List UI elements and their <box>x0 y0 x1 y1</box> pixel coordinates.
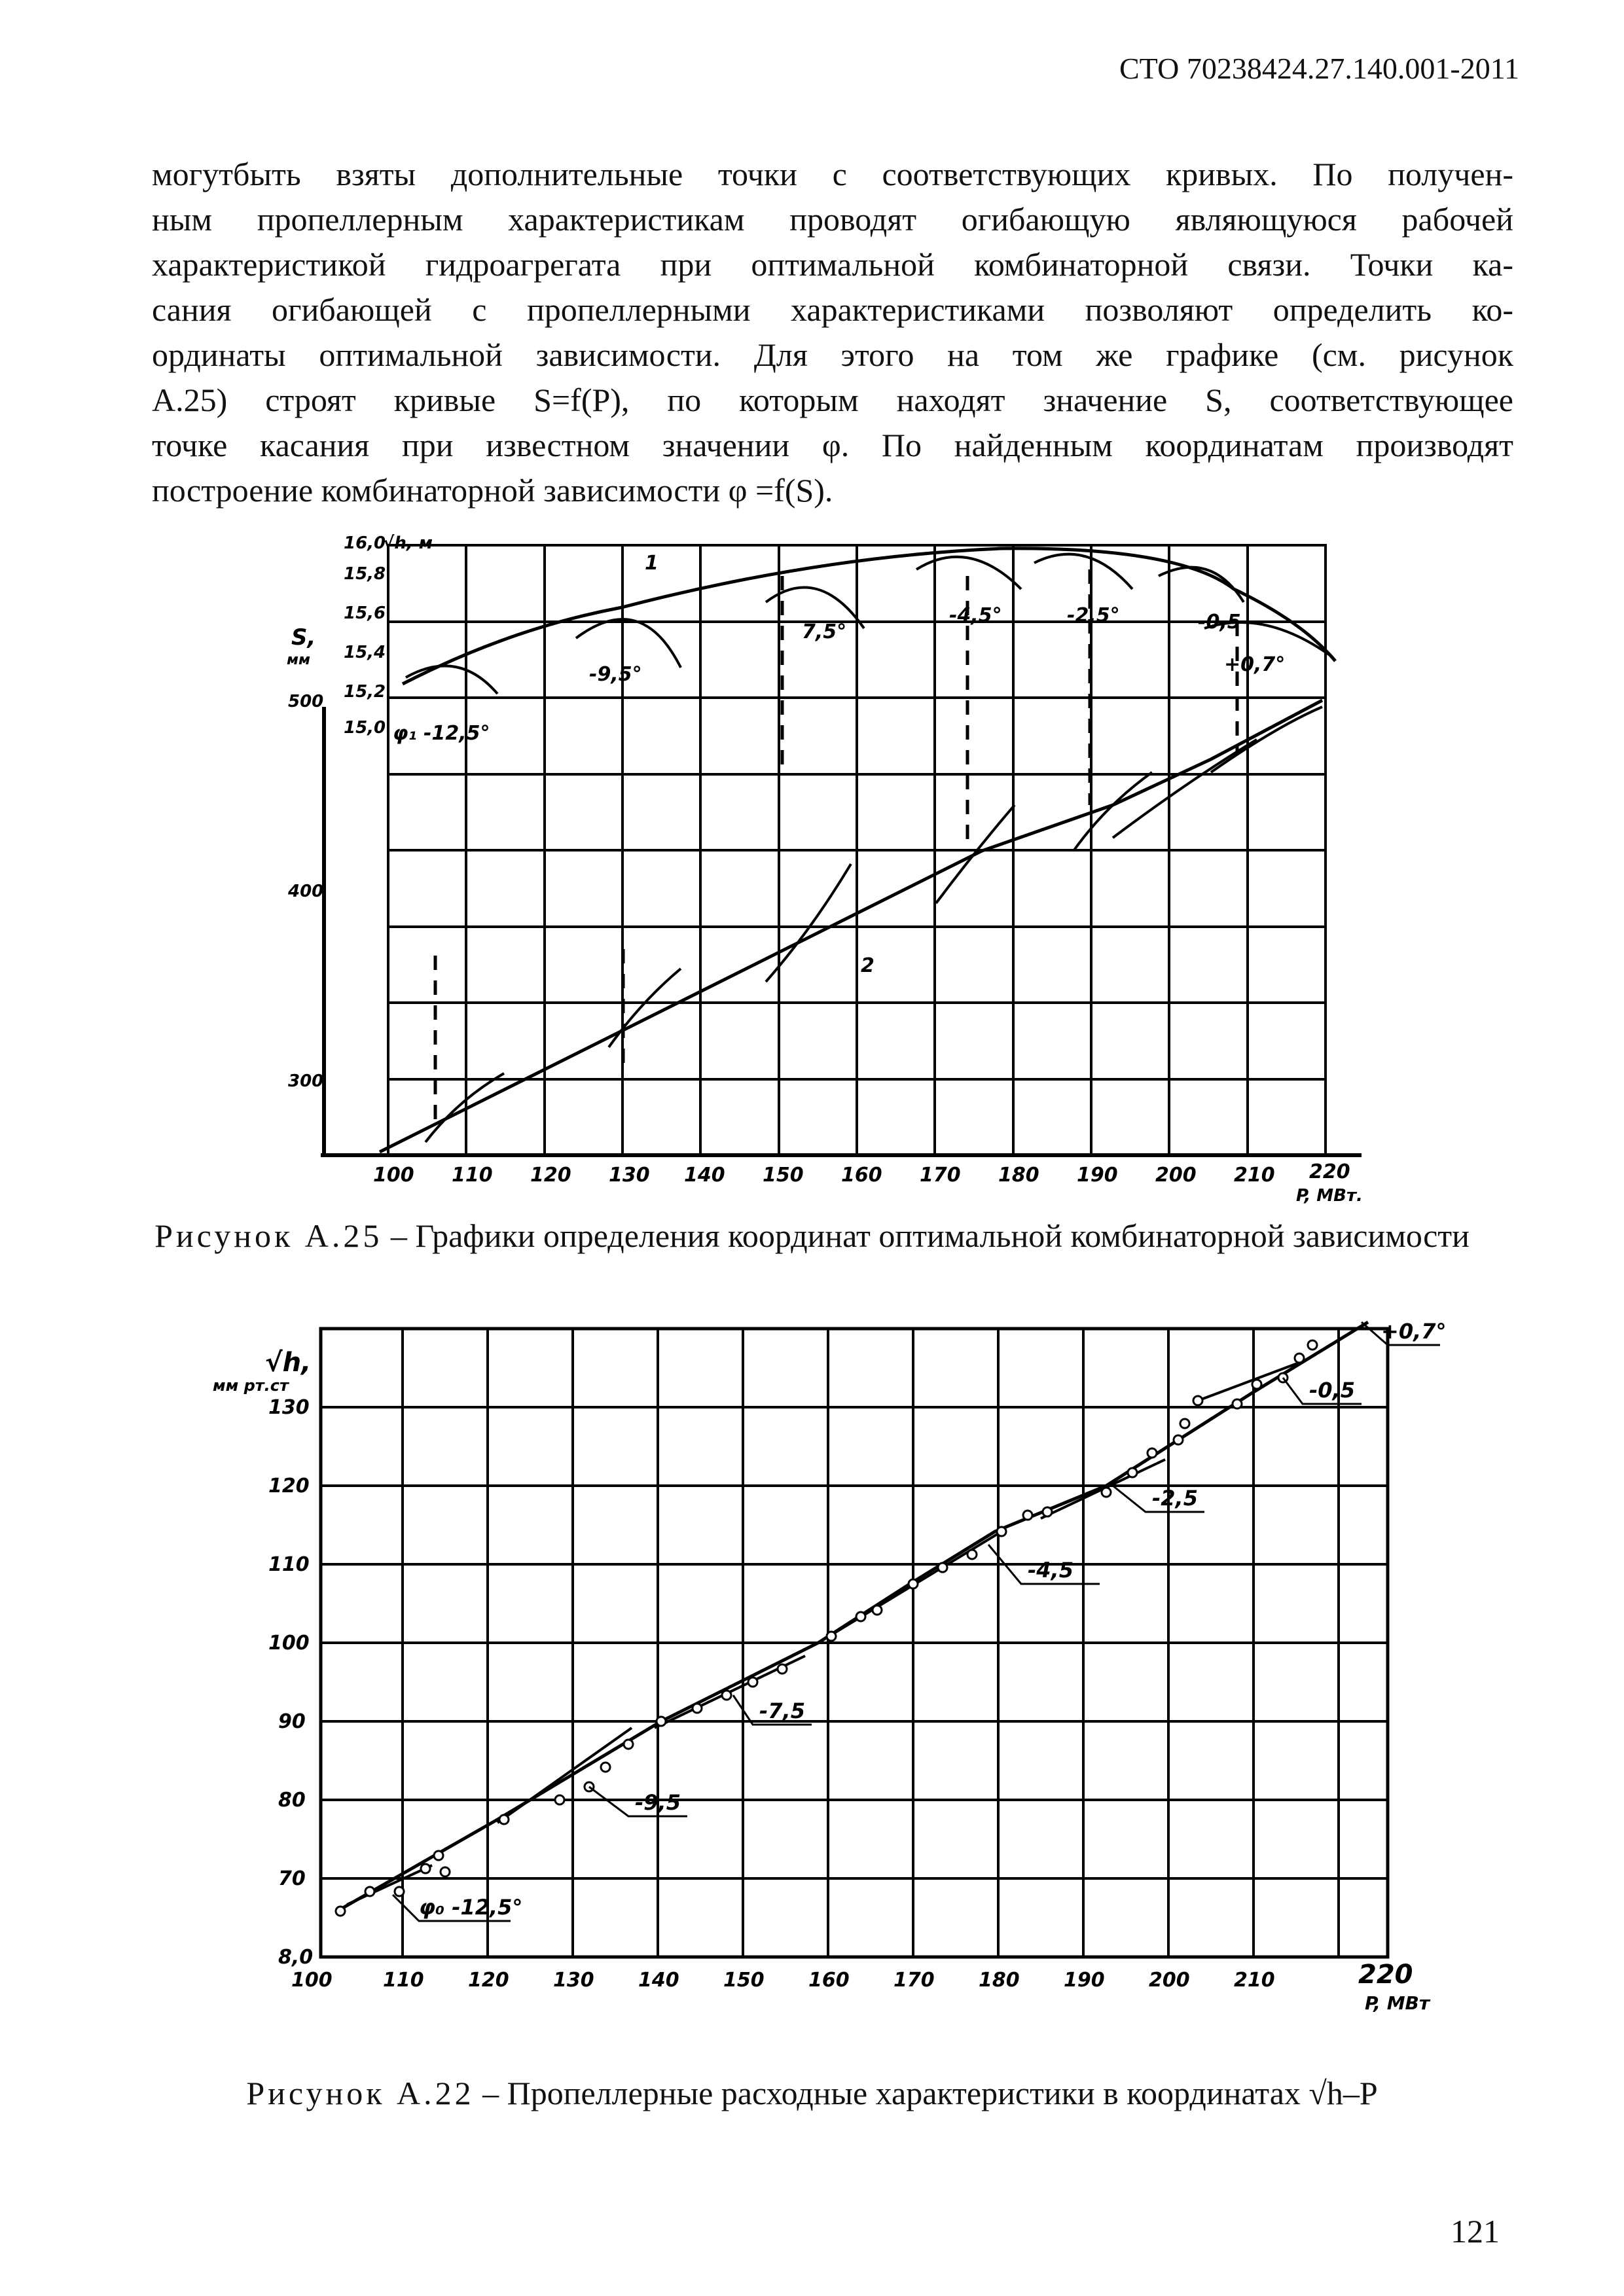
y-axis-label: √h, <box>265 1348 312 1378</box>
y2-tick: 15,6 <box>344 603 386 623</box>
y-axis-label: S, <box>291 624 316 651</box>
x-tick: 110 <box>452 1164 493 1187</box>
body-line: построение комбинаторной зависимости φ =f(S). <box>152 472 833 509</box>
curve-label-2: 2 <box>861 954 875 977</box>
x-axis-label: P, МВт. <box>1296 1186 1363 1206</box>
angle-label: -7,5 <box>759 1698 805 1723</box>
y-tick: 80 <box>278 1789 306 1812</box>
x-tick: 200 <box>1155 1164 1197 1187</box>
curve-label-1: 1 <box>645 552 659 575</box>
x-tick: 100 <box>291 1969 333 1992</box>
figure-a22-x-ticks <box>291 1960 1431 2014</box>
y-axis-unit: мм <box>287 652 310 668</box>
x-tick: 180 <box>979 1969 1020 1992</box>
x-tick: 170 <box>893 1969 935 1992</box>
figure-a25-caption <box>0 1214 1624 1257</box>
y-tick: 130 <box>268 1396 310 1419</box>
x-tick: 210 <box>1234 1969 1275 1992</box>
y-tick: 120 <box>268 1475 310 1498</box>
angle-label: φ₁ -12,5° <box>393 722 490 745</box>
x-tick: 130 <box>553 1969 594 1992</box>
x-tick: 220 <box>1358 1960 1413 1990</box>
angle-label: +0,7° <box>1224 653 1286 676</box>
figure-a25-caption-label: Рисунок А.25 <box>154 1217 383 1254</box>
figure-a22-chart <box>0 1296 1624 2062</box>
x-tick: 200 <box>1149 1969 1190 1992</box>
angle-label: φ₀ -12,5° <box>419 1895 523 1920</box>
body-line: А.25) строят кривые S=f(P), по которым находят значение S, соответствующее <box>152 382 1513 418</box>
body-line: ным пропеллерным характеристикам проводят огибающую являющуюся рабочей <box>152 201 1513 238</box>
y-tick: 500 <box>288 692 324 711</box>
x-tick: 150 <box>723 1969 765 1992</box>
x-tick: 180 <box>998 1164 1039 1187</box>
y2-tick: 15,0 <box>344 718 386 738</box>
x-tick: 160 <box>841 1164 882 1187</box>
x-tick: 150 <box>763 1164 804 1187</box>
x-tick: 190 <box>1077 1164 1118 1187</box>
x-tick: 130 <box>609 1164 650 1187</box>
angle-label: -2,5 <box>1152 1486 1198 1511</box>
x-tick: 170 <box>920 1164 961 1187</box>
x-tick: 110 <box>383 1969 424 1992</box>
y2-tick: 15,8 <box>344 564 386 584</box>
y-tick: 90 <box>278 1710 306 1733</box>
y2-tick: 15,4 <box>344 643 386 662</box>
angle-label: -9,5 <box>635 1790 681 1815</box>
figure-a22-caption <box>0 2072 1624 2115</box>
figure-a25-annotations <box>393 552 1285 977</box>
figure-a22-leaders <box>393 1322 1440 1921</box>
angle-label: -0,5 <box>1309 1378 1355 1403</box>
x-axis-label: P, МВт <box>1365 1992 1430 2014</box>
document-code: СТО 70238424.27.140.001-2011 <box>1119 52 1519 85</box>
x-tick: 210 <box>1234 1164 1275 1187</box>
y2-tick: 15,2 <box>344 682 386 702</box>
y-tick: 70 <box>278 1867 306 1890</box>
y2-axis-label: √h, м <box>383 533 433 553</box>
x-tick: 160 <box>808 1969 850 1992</box>
s-curves <box>425 707 1322 1142</box>
y-tick: 400 <box>288 882 324 901</box>
figure-a22-caption-text: – Пропеллерные расходные характеристики в координатах √h–P <box>474 2075 1378 2111</box>
figure-a22-caption-label: Рисунок А.22 <box>246 2075 475 2111</box>
y-tick: 100 <box>268 1632 310 1655</box>
angle-label: -9,5° <box>589 663 642 686</box>
angle-label: -4,5 <box>1028 1558 1074 1583</box>
y-tick: 110 <box>268 1553 310 1576</box>
x-tick: 190 <box>1064 1969 1105 1992</box>
y-axis-unit: мм рт.ст <box>213 1376 289 1395</box>
figure-a25-y-ticks <box>287 533 433 1091</box>
body-line: могутбыть взяты дополнительные точки с соответствующих кривых. По получен- <box>152 156 1513 192</box>
figure-a22-y-ticks <box>213 1348 313 1969</box>
x-tick: 220 <box>1309 1160 1350 1183</box>
angle-label: 7,5° <box>802 620 847 643</box>
body-line: ординаты оптимальной зависимости. Для этого на том же графике (см. рисунок <box>152 336 1513 373</box>
body-line: точке касания при известном значении φ. По найденным координатам производят <box>152 427 1513 463</box>
x-tick: 100 <box>373 1164 414 1187</box>
body-line: характеристикой гидроагрегата при оптимальной комбинаторной связи. Точки ка- <box>152 246 1513 283</box>
figure-a22-envelope <box>337 1322 1368 1911</box>
y-tick: 300 <box>288 1071 324 1091</box>
angle-label: +0,7° <box>1381 1319 1447 1344</box>
figure-a25-caption-text: – Графики определения координат оптимальной комбинаторной зависимости <box>382 1217 1470 1254</box>
figure-a25-x-ticks <box>373 1160 1363 1206</box>
body-line: сания огибающей с пропеллерными характеристиками позволяют определить ко- <box>152 291 1513 328</box>
angle-label: -0,5 <box>1198 611 1241 634</box>
angle-label: -4,5° <box>949 604 1002 627</box>
figure-a22-grid <box>321 1329 1388 1957</box>
dashed-projections <box>435 569 1237 1126</box>
x-tick: 120 <box>530 1164 571 1187</box>
y2-tick: 16,0 <box>344 533 386 553</box>
page-number: 121 <box>1451 2213 1500 2250</box>
x-tick: 140 <box>684 1164 725 1187</box>
y-tick: 8,0 <box>278 1946 314 1969</box>
x-tick: 140 <box>638 1969 679 1992</box>
x-tick: 120 <box>468 1969 509 1992</box>
angle-label: -2,5° <box>1067 604 1120 627</box>
